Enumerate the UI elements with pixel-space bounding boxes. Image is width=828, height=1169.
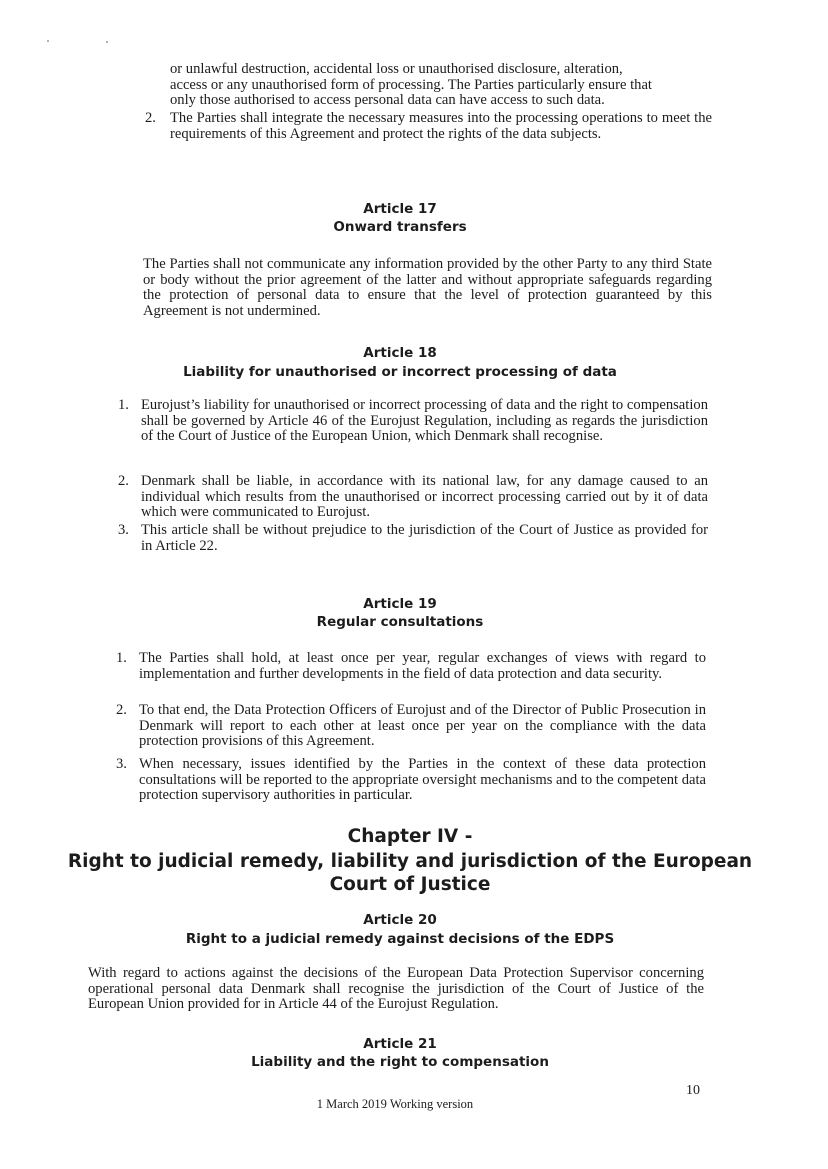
article-19-title: Regular consultations <box>316 614 484 630</box>
continued-paragraph <box>170 62 712 109</box>
article-20-title: Right to a judicial remedy against decisions of the EDPS <box>185 931 615 947</box>
list-number: 2. <box>116 702 127 718</box>
list-item-text: Denmark shall be liable, in accordance with its national law, for any damage caused to an individual which results from the unauthorised or incorrect processing carried out by it of data which were communicated to Eurojust. <box>141 473 708 521</box>
page-number: 10 <box>686 1083 700 1098</box>
list-number: 3. <box>116 756 127 772</box>
article-18-number: Article 18 <box>363 345 437 361</box>
continued-line: only those authorised to access personal data can have access to such data. <box>170 92 605 109</box>
chapter-heading: Chapter IV - <box>347 826 473 847</box>
chapter-title: Court of Justice <box>329 874 491 895</box>
list-number: 3. <box>118 522 129 538</box>
list-item-text: The Parties shall hold, at least once per year, regular exchanges of views with regard to implementation and further developments in the field of data protection and data security. <box>139 650 706 682</box>
article-18-title: Liability for unauthorised or incorrect processing of data <box>183 364 617 380</box>
footer-version: 1 March 2019 Working version <box>316 1097 474 1111</box>
list-item-text: Eurojust’s liability for unauthorised or incorrect processing of data and the right to compensation shall be governed by Article 46 of the Eurojust Regulation, including as regards the jurisdiction of the Court of Justice of the European Union, which Denmark shall recognise. <box>141 397 708 445</box>
article-21-number: Article 21 <box>363 1036 437 1052</box>
list-number: 2. <box>145 110 156 126</box>
article-19-number: Article 19 <box>363 596 437 612</box>
article-20-number: Article 20 <box>363 912 437 928</box>
list-item-text: When necessary, issues identified by the Parties in the context of these data protection consultations will be reported to the appropriate oversight mechanisms and to the competent data protection supervisory authorities in particular. <box>139 756 706 804</box>
list-item-text: The Parties shall integrate the necessary measures into the processing operations to meet the requirements of this Agreement and protect the rights of the data subjects. <box>170 110 712 142</box>
list-item-text: This article shall be without prejudice to the jurisdiction of the Court of Justice as provided for in Article 22. <box>141 522 708 554</box>
list-number: 2. <box>118 473 129 489</box>
article-17-body: The Parties shall not communicate any information provided by the other Party to any third State or body without the prior agreement of the latter and without appropriate safeguards regarding the protection of personal data to ensure that the level of protection guaranteed by this Agreement is not undermined. <box>143 256 712 319</box>
scan-speck <box>106 41 108 43</box>
chapter-title: Right to judicial remedy, liability and jurisdiction of the European <box>67 851 753 872</box>
continued-line: access or any unauthorised form of processing. The Parties particularly ensure that <box>170 76 652 93</box>
continued-line: or unlawful destruction, accidental loss or unauthorised disclosure, alteration, <box>170 61 623 77</box>
list-number: 1. <box>116 650 127 666</box>
article-20-body: With regard to actions against the decisions of the European Data Protection Supervisor concerning operational personal data Denmark shall recognise the jurisdiction of the Court of Justice of the European Union provided for in Article 44 of the Eurojust Regulation. <box>88 965 704 1013</box>
article-17-number: Article 17 <box>363 201 437 217</box>
article-21-title: Liability and the right to compensation <box>251 1054 549 1070</box>
list-number: 1. <box>118 397 129 413</box>
list-item-text: To that end, the Data Protection Officers of Eurojust and of the Director of Public Prosecution in Denmark will report to each other at least once per year on the compliance with the data protection provisions of this Agreement. <box>139 702 706 750</box>
scan-speck <box>47 40 49 42</box>
article-17-title: Onward transfers <box>333 219 467 235</box>
